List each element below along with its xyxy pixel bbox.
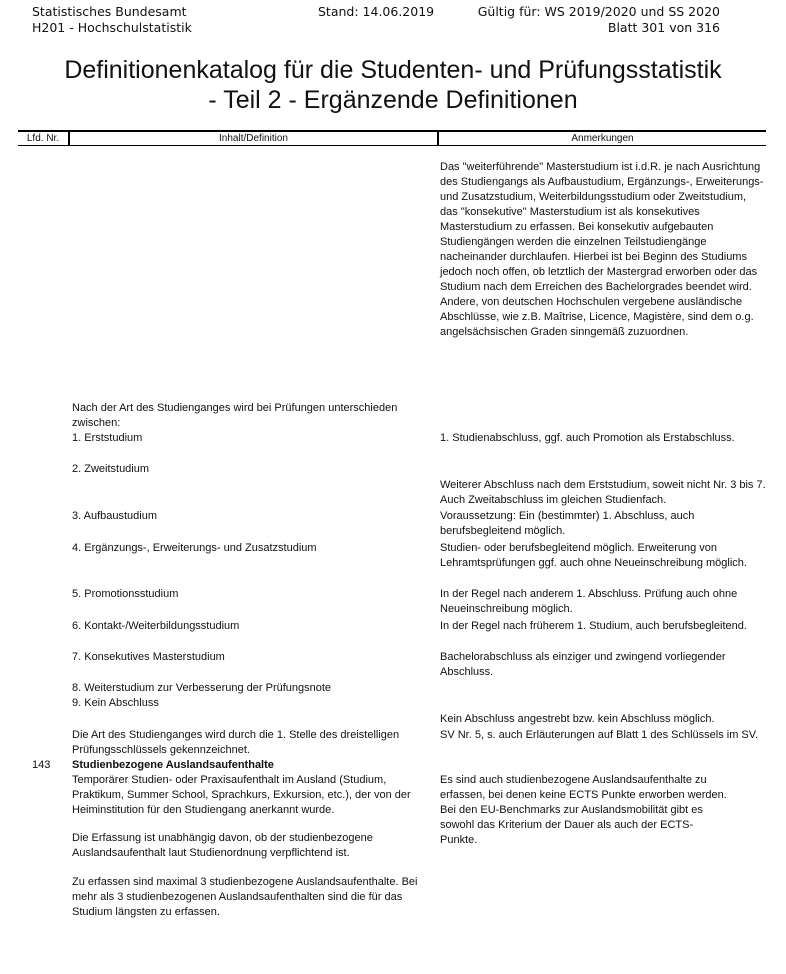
list-item-note: Voraussetzung: Ein (bestimmter) 1. Abschluss, auch berufsbegleitend möglich. [440, 510, 695, 537]
entry-paragraph: Temporärer Studien- oder Praxisaufenthalt im Ausland (Studium, Praktikum, Summer School, Sprachkurs, Exkursion, etc.), der von der Heiminstitution für den Studiengang anerkannt wurde. [72, 774, 411, 816]
list-item-note: Studien- oder berufsbegleitend möglich. Erweiterung von Lehramtsprüfungen ggf. auch ohne Neueinschreibung möglich. [440, 542, 747, 569]
art-text: Die Art des Studienganges wird durch die 1. Stelle des dreistelligen Prüfungsschlüssels gekennzeichnet. [72, 729, 400, 756]
list-item-label: 7. Konsekutives Masterstudium [72, 651, 225, 663]
art-note: SV Nr. 5, s. auch Erläuterungen auf Blatt 1 des Schlüssels im SV. [440, 729, 759, 741]
column-header-lfd: Lfd. Nr. [26, 133, 60, 144]
list-item-note: 1. Studienabschluss, ggf. auch Promotion als Erstabschluss. [440, 432, 735, 444]
list-item-label: 1. Erststudium [72, 432, 143, 444]
list-item-label: 8. Weiterstudium zur Verbesserung der Prüfungsnote [72, 682, 332, 694]
column-header-anmerkungen: Anmerkungen [571, 133, 634, 144]
page-subtitle: - Teil 2 - Ergänzende Definitionen [208, 86, 578, 114]
entry-paragraph: Die Erfassung ist unabhängig davon, ob der studienbezogene Auslandsaufenthalt laut Studienordnung verpflichtend ist. [72, 832, 373, 859]
entry-paragraph: Zu erfassen sind maximal 3 studienbezogene Auslandsaufenthalte. Bei mehr als 3 studienbezogenen Auslandsaufenthalten sind die für das Studium längsten zu erfassen. [72, 876, 418, 918]
entry-number: 143 [32, 759, 51, 771]
column-header-bar [18, 130, 766, 146]
validity: Gültig für: WS 2019/2020 und SS 2020 [477, 4, 720, 19]
list-item-label: 2. Zweitstudium [72, 463, 150, 475]
sheet-number: Blatt 301 von 316 [607, 20, 720, 35]
list-item-label: 5. Promotionsstudium [72, 588, 179, 600]
list-item-note: In der Regel nach früherem 1. Studium, auch berufsbegleitend. [440, 620, 747, 632]
column-header-inhalt: Inhalt/Definition [219, 133, 288, 144]
entry-title: Studienbezogene Auslandsaufenthalte [72, 759, 274, 771]
list-item-label: 6. Kontakt-/Weiterbildungsstudium [72, 620, 240, 632]
list-item-note: Weiterer Abschluss nach dem Erststudium, soweit nicht Nr. 3 bis 7. Auch Zweitabschluss im gleichen Studienfach. [440, 479, 766, 506]
entry-note: Es sind auch studienbezogene Auslandsaufenthalte zu erfassen, bei denen keine ECTS Punkte erworben werden. Bei den EU-Benchmarks zur Auslandsmobilität gibt es sowohl das Kriterium der Dauer als auch der ECTS-Punkte. [440, 774, 727, 846]
publication-code: H201 - Hochschulstatistik [32, 20, 192, 35]
publisher-name: Statistisches Bundesamt [32, 4, 187, 19]
list-item-label: 9. Kein Abschluss [72, 697, 159, 709]
list-item-note: Kein Abschluss angestrebt bzw. kein Abschluss möglich. [440, 713, 715, 725]
list-item-note: In der Regel nach anderem 1. Abschluss. Prüfung auch ohne Neueinschreibung möglich. [440, 588, 738, 615]
list-item-note: Bachelorabschluss als einziger und zwingend vorliegender Abschluss. [440, 651, 726, 678]
list-item-label: 3. Aufbaustudium [72, 510, 158, 522]
list-item-label: 4. Ergänzungs-, Erweiterungs- und Zusatzstudium [72, 542, 317, 554]
intro-text: Nach der Art des Studienganges wird bei Prüfungen unterschieden zwischen: [72, 402, 398, 429]
page-title: Definitionenkatalog für die Studenten- und Prüfungsstatistik [64, 56, 722, 84]
stand-date: Stand: 14.06.2019 [318, 4, 435, 19]
master-note: Das "weiterführende" Masterstudium ist i.d.R. je nach Ausrichtung des Studiengangs als Aufbaustudium, Ergänzungs-, Erweiterungs- und Zusatzstudium, Weiterbildungsstudium oder Zweitstudium, das "konsekutive" Masterstudium ist als konsekutives Masterstudium zu erfassen. Bei konsekutiv aufgebauten Studiengängen werden die einzelnen Teilstudiengänge nacheinander durchlaufen. Hierbei ist bei Beginn des Studiums jedoch noch offen, ob letztlich der Mastergrad erworben oder das Studium nach dem Erreichen des Bachelorgrades beendet wird. Andere, von deutschen Hochschulen vergebene ausländische Abschlüsse, wie z.B. Maîtrise, Licence, Magistère, sind dem o.g. angelsächsischen Graden sinngemäß zuzuordnen. [440, 161, 764, 338]
